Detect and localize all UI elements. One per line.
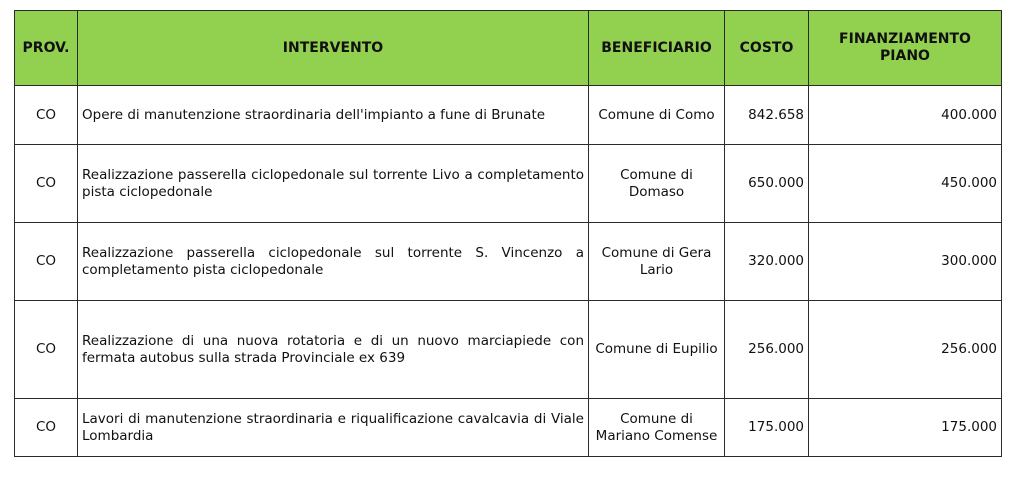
cell-costo: 175.000 xyxy=(725,399,809,457)
cell-prov: CO xyxy=(15,145,78,223)
cell-intervento: Realizzazione di una nuova rotatoria e di un nuovo marciapiede con fermata autobus sulla strada Provinciale ex 639 xyxy=(78,301,589,399)
table-row xyxy=(15,301,1002,399)
cell-intervento: Realizzazione passerella ciclopedonale sul torrente S. Vincenzo a completamento pista ciclopedonale xyxy=(78,223,589,301)
cell-intervento: Opere di manutenzione straordinaria dell'impianto a fune di Brunate xyxy=(78,86,589,145)
funding-table xyxy=(14,10,1002,457)
cell-prov: CO xyxy=(15,223,78,301)
cell-costo: 650.000 xyxy=(725,145,809,223)
cell-beneficiario: Comune di Domaso xyxy=(589,145,725,223)
header-prov: PROV. xyxy=(15,11,78,86)
table-row xyxy=(15,86,1002,145)
cell-beneficiario: Comune di Mariano Comense xyxy=(589,399,725,457)
table-row xyxy=(15,223,1002,301)
cell-prov: CO xyxy=(15,301,78,399)
cell-finanziamento: 256.000 xyxy=(809,301,1002,399)
header-costo: COSTO xyxy=(725,11,809,86)
cell-prov: CO xyxy=(15,86,78,145)
cell-finanziamento: 400.000 xyxy=(809,86,1002,145)
cell-finanziamento: 450.000 xyxy=(809,145,1002,223)
table-row xyxy=(15,145,1002,223)
header-beneficiario: BENEFICIARIO xyxy=(589,11,725,86)
table-row xyxy=(15,399,1002,457)
cell-intervento: Lavori di manutenzione straordinaria e riqualificazione cavalcavia di Viale Lombardia xyxy=(78,399,589,457)
cell-beneficiario: Comune di Eupilio xyxy=(589,301,725,399)
cell-finanziamento: 300.000 xyxy=(809,223,1002,301)
header-intervento: INTERVENTO xyxy=(78,11,589,86)
cell-finanziamento: 175.000 xyxy=(809,399,1002,457)
header-row xyxy=(15,11,1002,86)
cell-costo: 320.000 xyxy=(725,223,809,301)
cell-beneficiario: Comune di Como xyxy=(589,86,725,145)
header-finanziamento: FINANZIAMENTO PIANO xyxy=(809,11,1002,86)
cell-costo: 256.000 xyxy=(725,301,809,399)
cell-prov: CO xyxy=(15,399,78,457)
cell-beneficiario: Comune di Gera Lario xyxy=(589,223,725,301)
cell-intervento: Realizzazione passerella ciclopedonale sul torrente Livo a completamento pista ciclopedonale xyxy=(78,145,589,223)
cell-costo: 842.658 xyxy=(725,86,809,145)
